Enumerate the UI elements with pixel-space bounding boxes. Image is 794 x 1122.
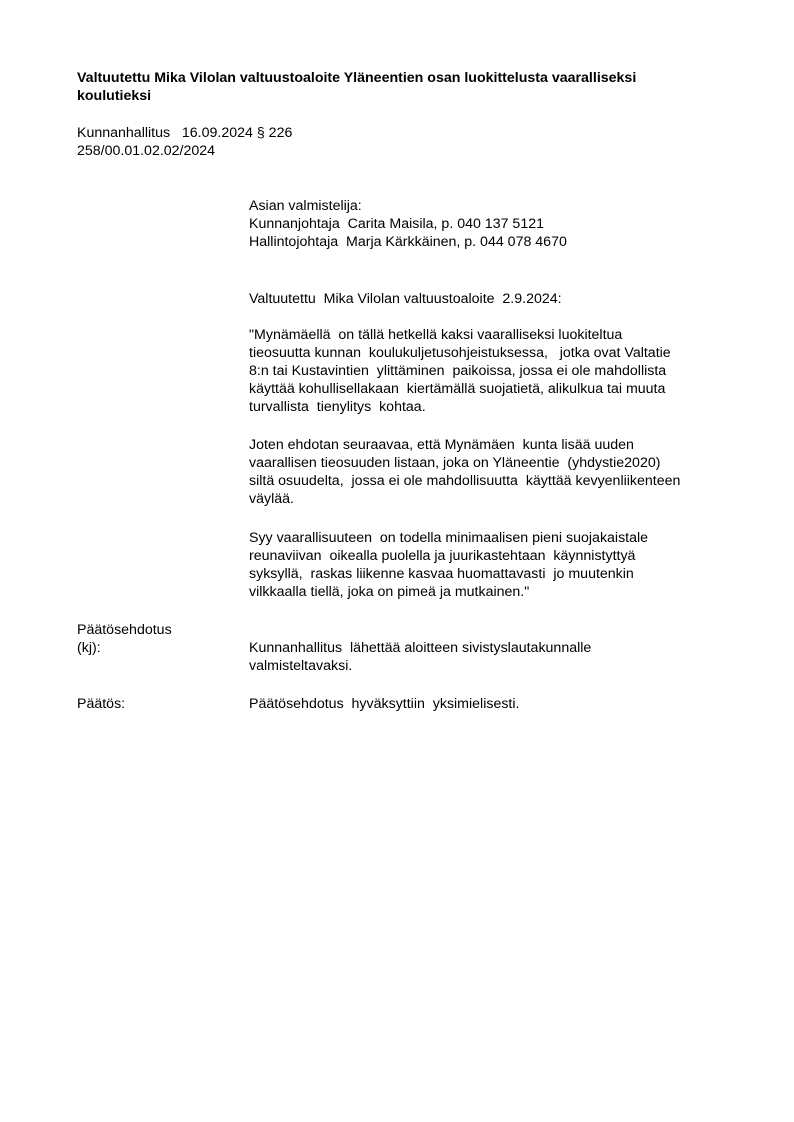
title-line-2: koulutieksi bbox=[77, 88, 152, 104]
title-line-1: Valtuutettu Mika Vilolan valtuustoaloite Yläneentien osan luokittelusta vaaralliseksi bbox=[77, 70, 637, 86]
initiative-intro bbox=[249, 290, 739, 308]
proposal-text-line-2: valmisteltavaksi. bbox=[249, 658, 353, 674]
paragraph-line: vilkkaalla tiellä, joka on pimeä ja mutkainen." bbox=[249, 584, 530, 600]
proposal-text-line-1: Kunnanhallitus lähettää aloitteen sivistyslautakunnalle bbox=[249, 640, 592, 656]
preparer-2: Hallintojohtaja Marja Kärkkäinen, p. 044 078 4670 bbox=[249, 234, 567, 250]
case-number: 258/00.01.02.02/2024 bbox=[77, 143, 216, 159]
meeting-reference bbox=[77, 124, 292, 160]
initiative-paragraph-1 bbox=[249, 326, 739, 416]
paragraph-line: reunaviivan oikealla puolella ja juurikastehtaan käynnistyttyä bbox=[249, 548, 636, 564]
paragraph-line: Syy vaarallisuuteen on todella minimaalisen pieni suojakaistale bbox=[249, 530, 649, 546]
preparer-1: Kunnanjohtaja Carita Maisila, p. 040 137 5121 bbox=[249, 216, 544, 232]
paragraph-line: siltä osuudelta, jossa ei ole mahdollisuutta käyttää kevyenliikenteen bbox=[249, 473, 681, 489]
paragraph-line: tieosuutta kunnan koulukuljetusohjeistuksessa, jotka ovat Valtatie bbox=[249, 345, 671, 361]
paragraph-line: turvallista tienylitys kohtaa. bbox=[249, 399, 426, 415]
document-title bbox=[77, 69, 727, 105]
proposal-text bbox=[249, 639, 739, 675]
decision-text bbox=[249, 695, 739, 713]
initiative-paragraph-2 bbox=[249, 436, 739, 508]
proposal-label bbox=[77, 621, 172, 657]
paragraph-line: vaarallisen tieosuuden listaan, joka on Yläneentie (yhdystie2020) bbox=[249, 455, 661, 471]
paragraph-line: käyttää kohullisellakaan kiertämällä suojatietä, alikulkua tai muuta bbox=[249, 381, 666, 397]
paragraph-line: 8:n tai Kustavintien ylittäminen paikoissa, jossa ei ole mahdollista bbox=[249, 363, 667, 379]
decision-label-text: Päätös: bbox=[77, 696, 126, 712]
decision-label bbox=[77, 695, 125, 713]
paragraph-line: syksyllä, raskas liikenne kasvaa huomattavasti jo muutenkin bbox=[249, 566, 634, 582]
proposal-label-line-1: Päätösehdotus bbox=[77, 622, 172, 638]
initiative-paragraph-3 bbox=[249, 529, 739, 601]
preparers-block bbox=[249, 197, 739, 251]
paragraph-line: Joten ehdotan seuraavaa, että Mynämäen kunta lisää uuden bbox=[249, 437, 634, 453]
initiative-intro-text: Valtuutettu Mika Vilolan valtuustoaloite 2.9.2024: bbox=[249, 291, 562, 307]
preparers-heading: Asian valmistelija: bbox=[249, 198, 362, 214]
proposal-label-line-2: (kj): bbox=[77, 640, 101, 656]
decision-text-line: Päätösehdotus hyväksyttiin yksimielisesti. bbox=[249, 696, 520, 712]
paragraph-line: väylää. bbox=[249, 491, 294, 507]
paragraph-line: "Mynämäellä on tällä hetkellä kaksi vaaralliseksi luokiteltua bbox=[249, 327, 623, 343]
meeting-line: Kunnanhallitus 16.09.2024 § 226 bbox=[77, 125, 293, 141]
